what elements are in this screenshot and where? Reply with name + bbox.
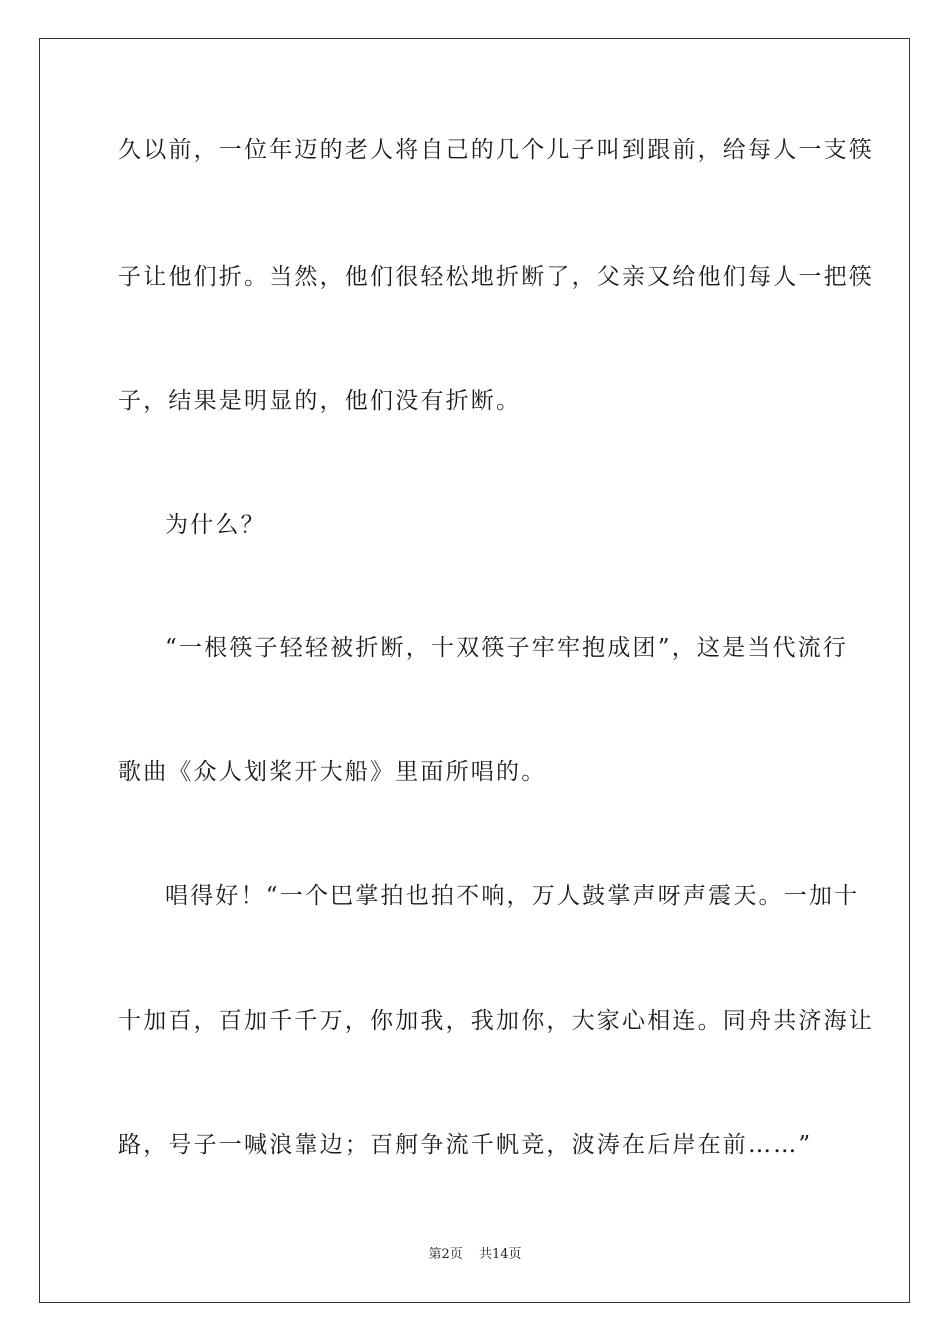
page-total: 共14页	[478, 1247, 522, 1262]
paragraph-line: 十加百，百加千千万，你加我，我加你，大家心相连。同舟共济海让	[118, 1008, 874, 1034]
paragraph-line: 子让他们折。当然，他们很轻松地折断了，父亲又给他们每人一把筷	[118, 264, 874, 290]
paragraph-line: 歌曲《众人划桨开大船》里面所唱的。	[118, 759, 547, 785]
page-number: 第2页	[428, 1247, 463, 1262]
paragraph-line: 久以前，一位年迈的老人将自己的几个儿子叫到跟前，给每人一支筷	[118, 137, 874, 163]
page-frame	[39, 38, 910, 1303]
paragraph-line: “一根筷子轻轻被折断，十双筷子牢牢抱成团”，这是当代流行	[165, 635, 849, 661]
paragraph-line: 路，号子一喊浪靠边；百舸争流千帆竞，波涛在后岸在前……”	[118, 1132, 813, 1158]
paragraph-line: 唱得好！“一个巴掌拍也拍不响，万人鼓掌声呀声震天。一加十	[165, 883, 860, 909]
paragraph-line: 子，结果是明显的，他们没有折断。	[118, 388, 522, 414]
paragraph-line: 为什么？	[165, 512, 266, 538]
page-footer	[0, 1247, 950, 1263]
